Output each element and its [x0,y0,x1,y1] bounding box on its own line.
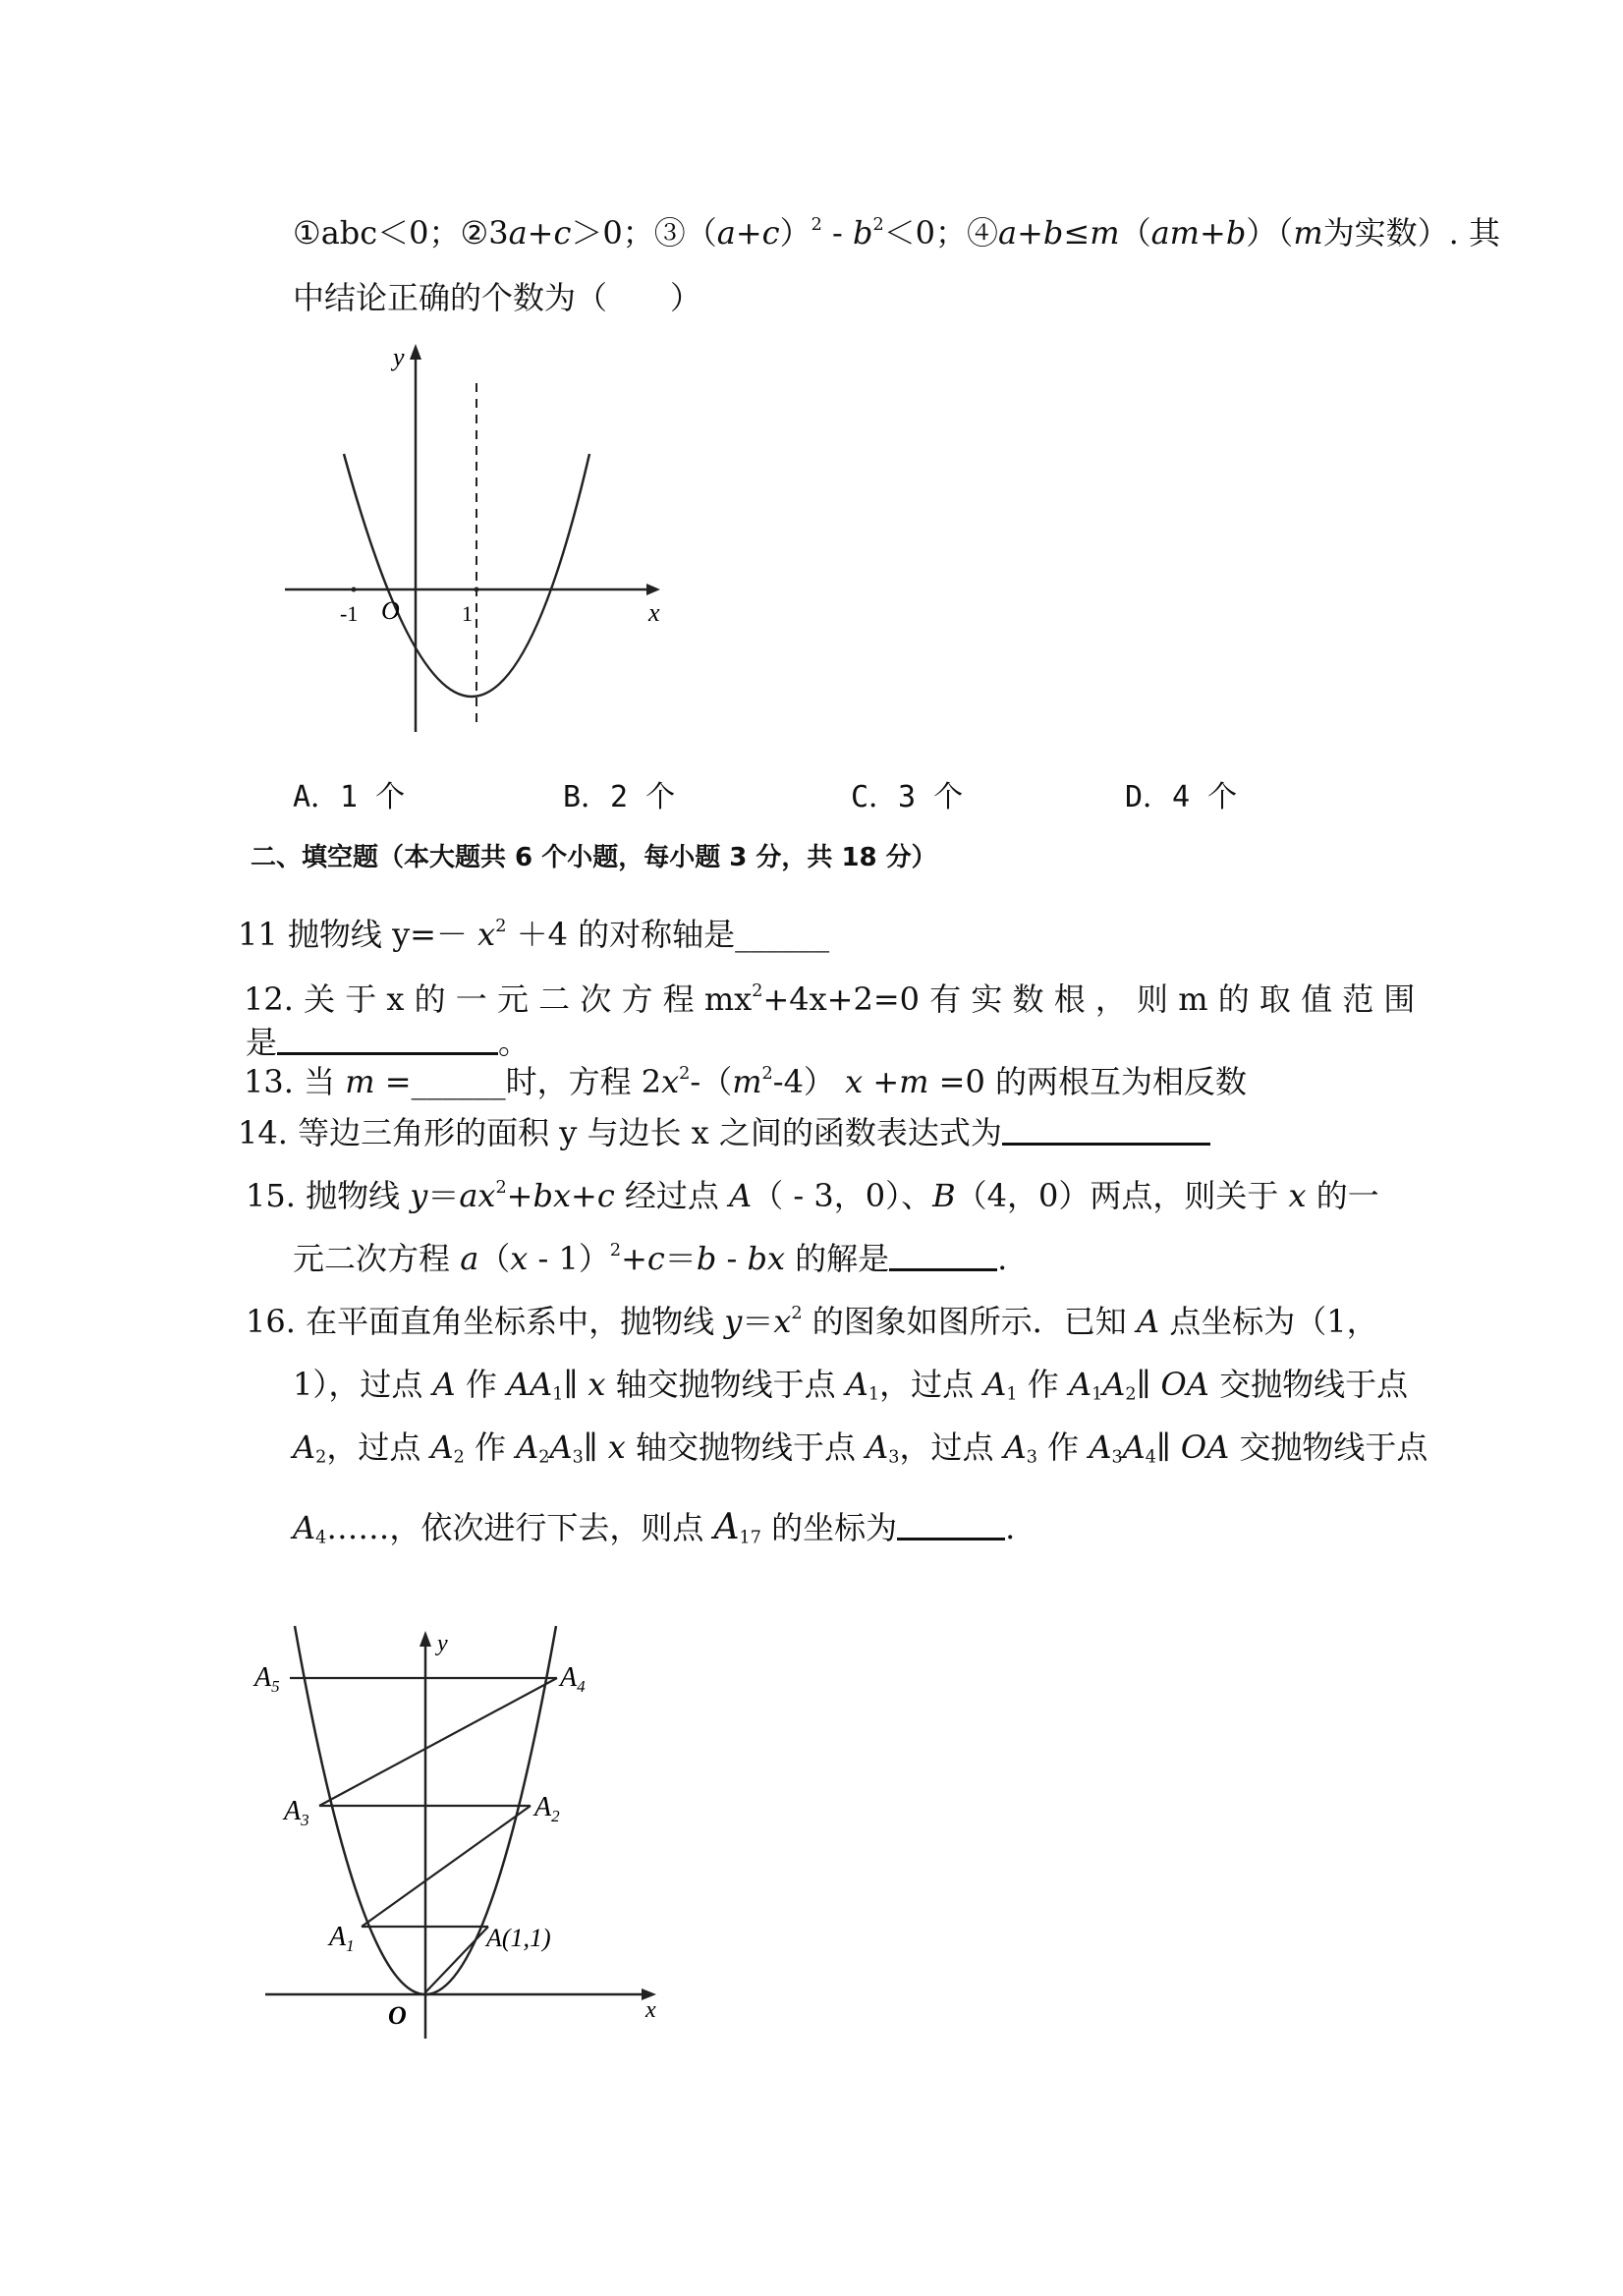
g2-label-a2: $A_2$ [534,1792,560,1825]
g2-label-a4: $A_4$ [560,1662,586,1696]
g2-label-a: A(1,1) [486,1924,551,1952]
g2-label-a5: $A_5$ [254,1662,280,1696]
q14-answer-blank[interactable] [1002,1113,1210,1146]
graph1-neg1-label: -1 [340,601,359,626]
q16-answer-blank[interactable] [897,1508,1005,1540]
q15-answer-blank[interactable] [889,1239,997,1271]
choice-d[interactable]: D．4 个 [1125,780,1238,814]
g2-label-a3: $A_3$ [284,1796,309,1829]
g2-y-axis-arrow-icon [420,1631,431,1647]
x-axis-arrow-icon [646,584,660,595]
q15-line2: 元二次方程 a（x - 1）$^2$+c＝b - bx 的解是 . [293,1240,1008,1277]
q14: 14. 等边三角形的面积 y 与边长 x 之间的函数表达式为 [238,1108,1210,1153]
graph1-origin-label: O [381,596,400,625]
graph1-one-label: 1 [462,601,473,626]
q11: 11 抛物线 $y=- x^2 +4$ 的对称轴是______ [238,916,830,953]
y-axis-arrow-icon [410,344,421,360]
q10-line2: 中结论正确的个数为（ ） [293,279,702,316]
g2-origin-label: O [388,2001,407,2030]
q15-line1: 15. 抛物线 $y=ax^2+bx+c$ 经过点 A（ - 3，0）、B（4，0）两点，则关于 x 的一 [246,1177,1379,1214]
point-1 [475,588,479,592]
q12-line1: 12. 关 于 x 的 一 元 二 次 方 程 $mx^2+4x+2=0$ 有 实 数 根 ， 则 m 的 取 值 范 围 [244,980,1416,1018]
q12-answer-blank[interactable] [277,1023,498,1055]
segment-a1-a2 [362,1806,531,1927]
segment-o-a [425,1927,488,1992]
segment-a3-a4 [319,1678,557,1806]
q16-parabola-graph [251,1621,683,2053]
graph1-y-label: y [393,343,405,371]
g2-label-a1: $A_1$ [329,1922,355,1955]
choice-a[interactable]: A．1 个 [293,780,406,814]
q13: 13. 当 m =______时，方程 $2x^2-(m^2-4)$ x +m =0 的两根互为相反数 [244,1063,1248,1100]
q16-line1: 16. 在平面直角坐标系中，抛物线 $y=x^2$ 的图象如图所示．已知 A 点坐标为（1， [246,1303,1378,1340]
point-neg1 [352,588,357,592]
choice-b[interactable]: B．2 个 [563,780,676,814]
g2-y-label: y [437,1631,448,1656]
q16-line4: $A_4\dots\dots$，依次进行下去，则点 $A_{17}$ 的坐标为 . [293,1507,1016,1548]
graph1-x-label: x [648,598,660,627]
q16-line3: $A_2$，过点 $A_2$ 作 $A_2A_3\parallel$ x 轴交抛物线于点 $A_3$，过点 $A_3$ 作 $A_3A_4\parallel$ OA 交抛物线于点 [293,1428,1428,1468]
parabola-curve [344,454,589,697]
g2-x-label: x [645,1997,656,2023]
choice-c[interactable]: C．3 个 [851,780,964,814]
q12-line2: 是 。 [246,1024,531,1061]
q10-parabola-graph [275,334,688,747]
q10-line1: ①abc＜0；②3a+c＞0；$③(a+c)^2 - b^2<0$；④a+b≤m（am+b）（m为实数）. 其 [293,214,1501,252]
q16-line2: 1），过点 A 作 $AA_1\parallel$ x 轴交抛物线于点 $A_1$，过点 $A_1$ 作 $A_1A_2\parallel$ OA 交抛物线于点 [293,1366,1409,1405]
section-heading: 二、填空题（本大题共 6 个小题，每小题 3 分，共 18 分） [251,843,937,872]
